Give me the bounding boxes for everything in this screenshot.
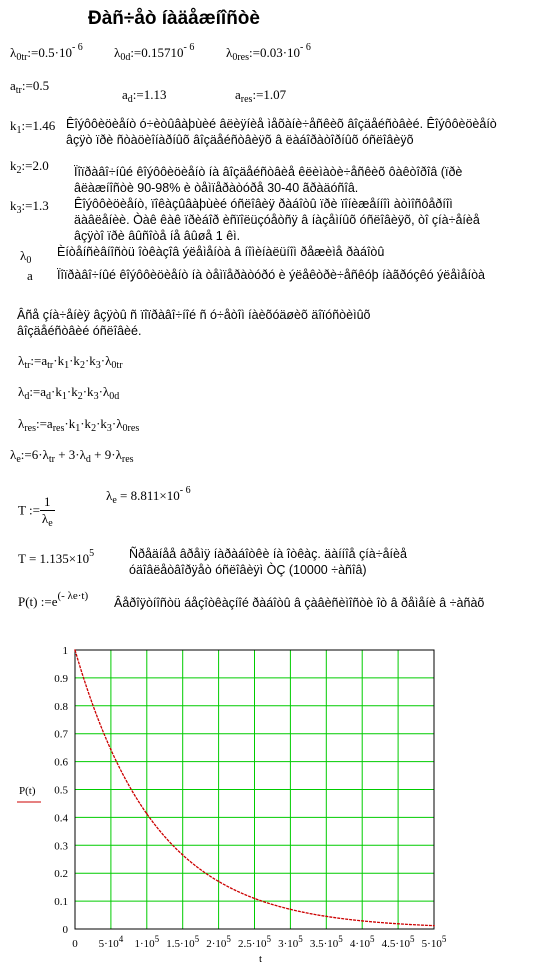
x-tick-labels (72, 934, 447, 950)
x-tick-label: $2\cdot 10^5$ (206, 934, 231, 950)
note-k3-line1: Êîýôôèöèåíò, ïîêàçûâàþùèé óñëîâèÿ ðàáîòû ïðè ïîíèæåííîì àòìîñôåðíîì (74, 197, 453, 211)
y-tick-label: 0.7 (54, 728, 68, 741)
data-point (433, 925, 435, 927)
y-tick-label: 0.8 (54, 700, 68, 713)
y-tick-label: 0.1 (54, 896, 68, 909)
data-point (326, 915, 328, 917)
note-k2-line1: Ïîïðàâî÷íûé êîýôôèöèåíò íà âîçäåéñòâèå êëèìàòè÷åñêèõ ôàêòîðîâ (ïðè (74, 165, 463, 179)
var-l0tr: $\lambda_{0tr}:=0.5\cdot 10^{- 6}$ (10, 42, 83, 63)
data-point (110, 749, 112, 751)
legend-l0-symbol: $\lambda_0$ (20, 248, 32, 266)
y-tick-label: 0.5 (54, 784, 68, 797)
formula-P: P(t) $:=e^{(- \lambda e\cdot t)}$ (18, 590, 89, 609)
y-tick-label: 0 (62, 924, 68, 936)
data-point (254, 898, 256, 900)
x-tick-label: 0 (72, 938, 78, 950)
formula-l-tr: $\lambda_{tr}:=a_{tr}\cdot k_1\cdot k_2\cdot k_3\cdot\lambda_{0tr}$ (18, 353, 123, 371)
y-tick-label: 0.4 (54, 812, 68, 825)
x-tick-label: $2.5\cdot 10^5$ (238, 934, 271, 950)
note-k1-line1: Êîýôôèöèåíò ó÷èòûâàþùèé âëèÿíèå ìåõàíè÷åñêèõ âîçäåéñòâèé. Êîýôôèöèåíò (66, 117, 497, 131)
x-tick-label: $5\cdot 10^4$ (98, 934, 124, 950)
note-values-line2: âîçäåéñòâèé óñëîâèé. (17, 324, 142, 338)
x-tick-label: $1\cdot 10^5$ (134, 934, 160, 950)
var-l0res: $\lambda_{0res}:=0.03\cdot 10^{- 6}$ (226, 42, 311, 63)
formula-l-res: $\lambda_{res}:=a_{res}\cdot k_1\cdot k_2\cdot k_3\cdot\lambda_{0res}$ (18, 416, 140, 434)
note-k3-line3: âçÿòî ïðè âûñîòå íå âûøå 1 êì. (74, 229, 241, 243)
note-values-line1: Âñå çíà÷åíèÿ âçÿòû ñ ïîïðàâî÷íîé ñ ó÷åòîì íàèõóäøèõ äîïóñòèìûõ (17, 308, 371, 322)
chart-grid (75, 650, 434, 929)
var-k2: $k_2:=2.0$ (10, 158, 49, 176)
formula-l-e: $\lambda_e:=6\cdot\lambda_{tr} + 3\cdot\lambda_d + 9\cdot\lambda_{res}$ (10, 447, 134, 465)
legend-a-symbol: a (27, 268, 33, 283)
x-tick-label: $4.5\cdot 10^5$ (381, 934, 415, 950)
y-tick-label: 0.2 (54, 868, 68, 881)
y-tick-label: 1 (62, 645, 68, 657)
data-point (361, 920, 363, 922)
note-T-line2: óäîâëåòâîðÿåò óñëîâèÿì ÒÇ (10000 ÷àñîâ) (129, 563, 367, 577)
note-k2-line2: âëàæíîñòè 90-98% è òåìïåðàòóðå 30-40 ãðàäóñîâ. (74, 181, 359, 195)
note-l0: Èíòåíñèâíîñòü îòêàçîâ ýëåìåíòà â íîìèíàëüíîì ðåæèìå ðàáîòû (57, 245, 385, 259)
data-point (290, 908, 292, 910)
var-k1: $k_1:=1.46$ (10, 118, 56, 136)
note-a: Ïîïðàâî÷íûé êîýôôèöèåíò íà òåìïåðàòóðó è ýëåêòðè÷åñêóþ íàãðóçêó ýëåìåíòà (57, 268, 485, 282)
formula-l-d: $\lambda_d:=a_d\cdot k_1\cdot k_2\cdot k_3\cdot\lambda_{0d}$ (18, 384, 120, 402)
y-tick-label: 0.3 (54, 840, 68, 853)
x-tick-label: $1.5\cdot 10^5$ (166, 934, 200, 950)
data-point (182, 854, 184, 856)
var-atr: $a_{tr}:=0.5$ (10, 78, 50, 96)
note-k1-line2: âçÿò ïðè ñòàöèîíàðíûõ âîçäåéñòâèÿõ â ëàáîðàòîðíûõ óñëîâèÿõ (66, 133, 414, 147)
result-l-e: $\lambda_e = 8.811\times 10^{- 6}$ (106, 485, 191, 506)
x-tick-label: $3.5\cdot 10^5$ (309, 934, 343, 950)
x-axis-label: t (259, 953, 263, 964)
y-tick-label: 0.6 (54, 756, 68, 769)
note-P: Âåðîÿòíîñòü áåçîòêàçíîé ðàáîòû â çàâèñèìîñòè îò â ðåìåíè â ÷àñàõ (114, 596, 485, 610)
note-T-line1: Ñðåäíåå âðåìÿ íàðàáîòêè íà îòêàç. äàííîå çíà÷åíèå (129, 547, 407, 561)
var-ad: $a_d:=1.13$ (122, 87, 167, 105)
result-T: $T = 1.135\times 10^5$ (18, 548, 95, 566)
data-point (397, 923, 399, 925)
x-tick-label: $4\cdot 10^5$ (349, 934, 375, 950)
formula-T: T := $\frac{1}{\lambda_e}$ (18, 494, 53, 529)
x-tick-label: $3\cdot 10^5$ (278, 934, 303, 950)
data-point (218, 880, 220, 882)
y-tick-labels (54, 645, 68, 936)
y-axis-label: P(t) (19, 785, 36, 797)
note-k3-line2: äàâëåíèè. Òàê êàê ïðèáîð èñïîëüçóåòñÿ â íàçåìíûõ óñëîâèÿõ, òî çíà÷åíèå (74, 213, 480, 227)
var-l0d: $\lambda_{0d}:=0.15710^{- 6}$ (114, 42, 195, 63)
var-k3: $k_3:=1.3$ (10, 198, 49, 216)
data-point (146, 813, 148, 815)
reliability-chart (0, 630, 539, 964)
x-tick-label: $5\cdot 10^5$ (421, 934, 447, 950)
data-point (74, 649, 76, 651)
page-title: Ðàñ÷åò íàäåæíîñòè (88, 8, 260, 29)
y-tick-label: 0.9 (54, 672, 68, 685)
var-ares: $a_{res}:=1.07$ (235, 87, 287, 105)
